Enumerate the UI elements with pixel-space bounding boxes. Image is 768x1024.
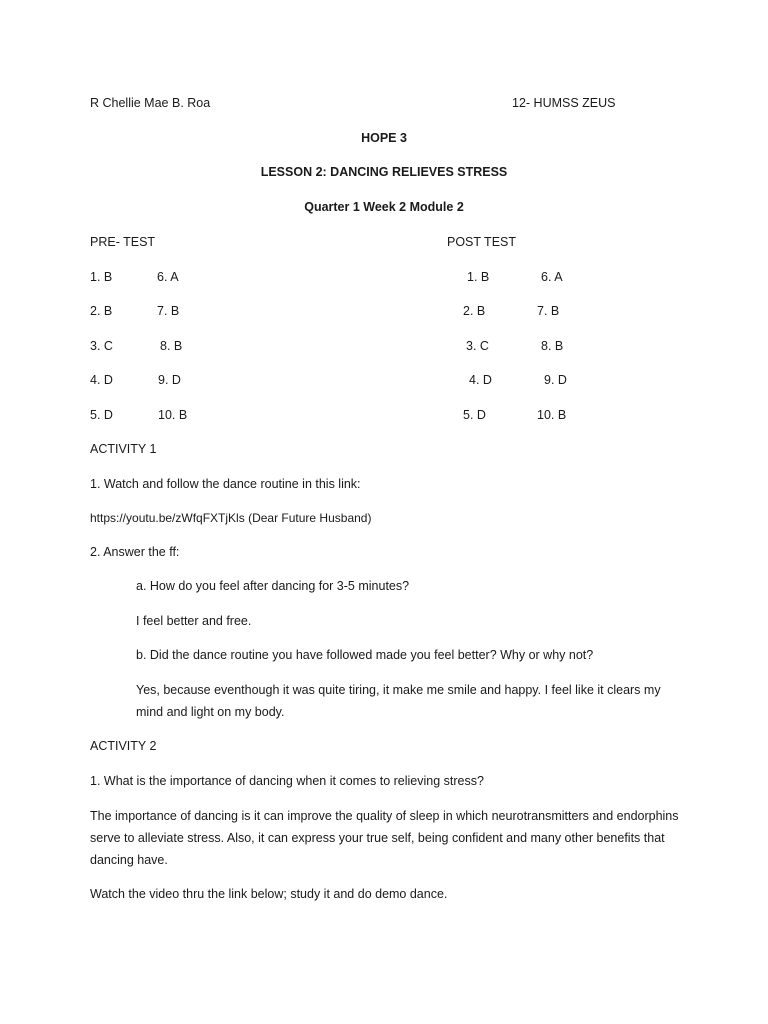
video-link[interactable]: https://youtu.be/zWfqFXTjKls <box>90 511 245 525</box>
pretest-answer: 6. A <box>157 270 179 284</box>
subject-title: HOPE 3 <box>361 131 407 145</box>
pretest-answer: 5. D <box>90 408 113 422</box>
activity2-note: Watch the video thru the link below; study it and do demo dance. <box>90 887 448 901</box>
pretest-answer: 3. C <box>90 339 113 353</box>
activity1-title: ACTIVITY 1 <box>90 442 157 456</box>
answer-a: I feel better and free. <box>136 614 252 628</box>
video-link-line <box>90 510 371 526</box>
posttest-answer: 3. C <box>466 339 489 353</box>
student-name: R Chellie Mae B. Roa <box>90 96 211 110</box>
posttest-answer: 5. D <box>463 408 486 422</box>
activity1-question-1: 1. Watch and follow the dance routine in this link: <box>90 477 361 491</box>
posttest-answer: 6. A <box>541 270 563 284</box>
activity2-answer-1: The importance of dancing is it can improve the quality of sleep in which neurotransmitters and endorphins serve to alleviate stress. Also, it can express your true self, being confident and many other benefits that dancing have. <box>90 809 679 867</box>
posttest-answer: 7. B <box>537 304 560 318</box>
activity2-question-1: 1. What is the importance of dancing when it comes to relieving stress? <box>90 774 484 788</box>
section-label: 12- HUMSS ZEUS <box>512 96 616 110</box>
posttest-answer: 2. B <box>463 304 486 318</box>
pretest-answer: 4. D <box>90 373 113 387</box>
posttest-answer: 4. D <box>469 373 492 387</box>
quarter-title: Quarter 1 Week 2 Module 2 <box>304 200 464 214</box>
posttest-answer: 1. B <box>467 270 490 284</box>
question-a: a. How do you feel after dancing for 3-5 minutes? <box>136 579 410 593</box>
pretest-answer: 8. B <box>160 339 183 353</box>
activity2-title: ACTIVITY 2 <box>90 739 157 753</box>
question-b: b. Did the dance routine you have followed made you feel better? Why or why not? <box>136 648 594 662</box>
pretest-answer: 10. B <box>158 408 188 422</box>
video-link-title: (Dear Future Husband) <box>248 511 372 525</box>
pretest-answer: 9. D <box>158 373 181 387</box>
pretest-answer: 7. B <box>157 304 180 318</box>
activity1-question-2: 2. Answer the ff: <box>90 545 180 559</box>
pretest-answer: 2. B <box>90 304 113 318</box>
posttest-answer: 10. B <box>537 408 567 422</box>
posttest-title: POST TEST <box>447 235 517 249</box>
answer-b: Yes, because eventhough it was quite tiring, it make me smile and happy. I feel like it clears my mind and light on my body. <box>136 683 661 719</box>
posttest-answer: 8. B <box>541 339 564 353</box>
pretest-answer: 1. B <box>90 270 113 284</box>
lesson-title: LESSON 2: DANCING RELIEVES STRESS <box>260 165 508 179</box>
posttest-answer: 9. D <box>544 373 567 387</box>
pretest-title: PRE- TEST <box>90 235 156 249</box>
